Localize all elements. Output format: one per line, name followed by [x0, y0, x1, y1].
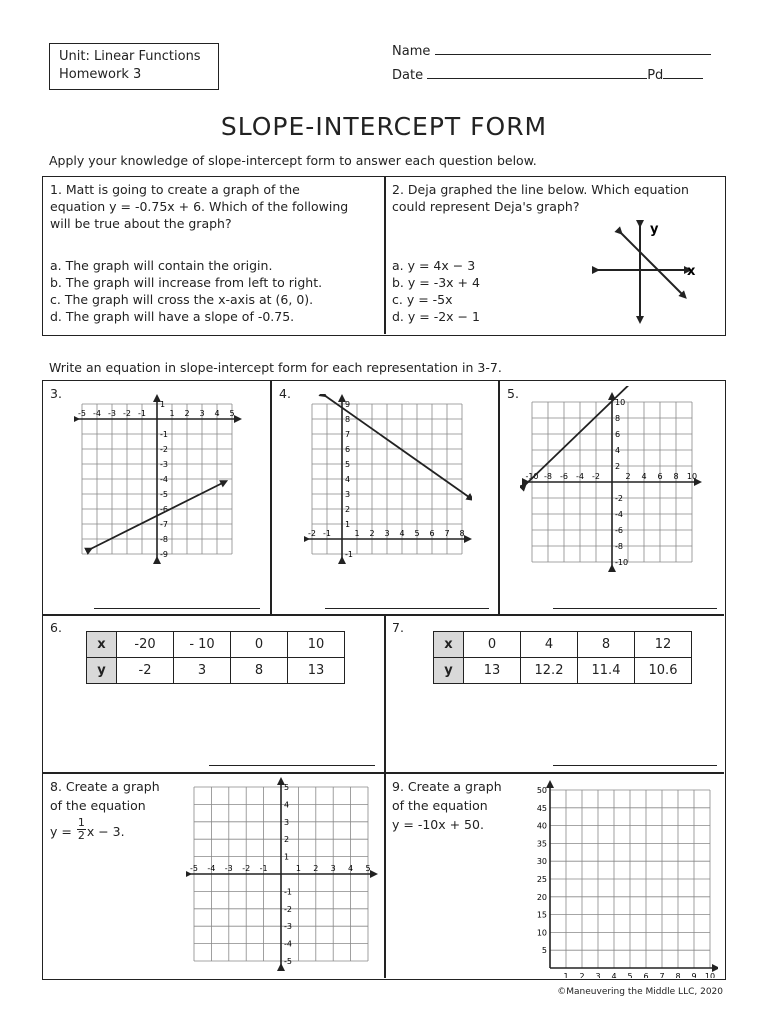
x-tick-label: 4	[611, 972, 617, 978]
q6-x-cell: -20	[117, 632, 174, 658]
q7-x-cell: 8	[578, 632, 635, 658]
x-tick-label: -1	[138, 409, 146, 418]
q5-answer-line[interactable]	[553, 607, 717, 609]
y-tick-label: 6	[345, 445, 351, 454]
q6-y-cell: 13	[288, 658, 345, 684]
y-tick-label: -6	[615, 526, 623, 535]
y-tick-label: 9	[345, 400, 351, 409]
q2-options	[392, 257, 480, 325]
divider	[43, 772, 724, 774]
q7-y-cell: 10.6	[635, 658, 692, 684]
q2-option-a[interactable]: a. y = 4x − 3	[392, 258, 476, 273]
x-tick-label: -10	[525, 472, 539, 481]
date-row	[392, 66, 703, 83]
y-tick-label: 30	[536, 857, 547, 867]
q7-y-label: y	[434, 658, 464, 684]
page-title: SLOPE-INTERCEPT FORM	[220, 112, 548, 141]
y-tick-label: 7	[345, 430, 351, 439]
y-tick-label: 5	[345, 460, 351, 469]
name-row	[392, 42, 711, 59]
q6-table	[86, 631, 345, 684]
y-tick-label: 10	[536, 928, 547, 938]
x-tick-label: -2	[242, 864, 251, 873]
y-tick-label: -3	[284, 922, 292, 932]
unit-label: Unit: Linear Functions	[59, 49, 201, 64]
y-tick-label: -2	[284, 904, 292, 914]
q7-x-label: x	[434, 632, 464, 658]
x-tick-label: -3	[108, 409, 116, 418]
y-tick-label: -6	[160, 505, 168, 514]
x-tick-label: -8	[544, 472, 552, 481]
y-tick-label: 1	[160, 400, 166, 409]
x-tick-label: -5	[190, 864, 198, 873]
q9-prompt-line: of the equation	[392, 798, 488, 813]
x-tick-label: -4	[207, 864, 216, 873]
y-tick-label: 35	[536, 839, 547, 849]
y-tick-label: 4	[345, 475, 351, 484]
q4-number: 4.	[279, 386, 291, 401]
x-tick-label: 4	[399, 529, 405, 538]
x-tick-label: 2	[625, 472, 631, 481]
q1-option-a[interactable]: a. The graph will contain the origin.	[50, 258, 273, 273]
x-tick-label: 5	[627, 972, 633, 978]
q9-prompt-line: 9. Create a graph	[392, 779, 502, 794]
y-tick-label: 1	[345, 520, 351, 529]
divider	[384, 614, 386, 978]
x-tick-label: 5	[414, 529, 420, 538]
q1-options	[50, 257, 322, 325]
x-tick-label: 8	[459, 529, 465, 538]
q6-x-cell: 10	[288, 632, 345, 658]
x-tick-label: 6	[657, 472, 663, 481]
q7-answer-line[interactable]	[553, 764, 717, 766]
y-tick-label: -7	[160, 520, 168, 529]
x-tick-label: 5	[229, 409, 235, 418]
y-tick-label: -9	[160, 550, 168, 559]
q1-option-c[interactable]: c. The graph will cross the x-axis at (6, 0).	[50, 292, 314, 307]
y-tick-label: 6	[615, 430, 621, 439]
q8-equation	[50, 817, 125, 847]
y-tick-label: -4	[615, 510, 623, 519]
x-tick-label: 8	[675, 972, 681, 978]
y-tick-label: -8	[160, 535, 168, 544]
q6-y-cell: -2	[117, 658, 174, 684]
x-tick-label: -4	[576, 472, 584, 481]
q7-table	[433, 631, 692, 684]
q8-eq-prefix: y =	[50, 824, 72, 839]
x-tick-label: 10	[704, 972, 716, 978]
x-tick-label: 3	[384, 529, 390, 538]
q2-x-label: x	[687, 264, 696, 279]
y-tick-label: 1	[284, 852, 290, 862]
y-tick-label: 5	[541, 946, 547, 956]
x-tick-label: 4	[348, 864, 354, 873]
q8-fraction	[77, 817, 86, 842]
y-tick-label: 3	[284, 817, 290, 827]
x-tick-label: 7	[444, 529, 450, 538]
x-tick-label: 1	[563, 972, 569, 978]
y-tick-label: 4	[615, 446, 621, 455]
q2-prompt	[392, 181, 689, 215]
q2-option-c[interactable]: c. y = -5x	[392, 292, 453, 307]
divider	[498, 381, 500, 615]
date-label: Date	[392, 68, 424, 83]
x-tick-label: 8	[673, 472, 679, 481]
y-tick-label: -2	[615, 494, 623, 503]
q7-y-cell: 13	[464, 658, 521, 684]
y-tick-label: 4	[284, 800, 290, 810]
q3-number: 3.	[50, 386, 62, 401]
q7-x-cell: 4	[521, 632, 578, 658]
q7-number: 7.	[392, 620, 404, 635]
x-tick-label: 2	[579, 972, 585, 978]
q6-x-label: x	[87, 632, 117, 658]
q7-x-cell: 0	[464, 632, 521, 658]
q6-y-cell: 8	[231, 658, 288, 684]
y-tick-label: -1	[345, 550, 353, 559]
q4-graph	[304, 394, 472, 572]
y-tick-label: -1	[284, 887, 292, 897]
y-tick-label: 10	[615, 398, 626, 407]
y-tick-label: -8	[615, 542, 623, 551]
x-tick-label: -2	[308, 529, 316, 538]
y-tick-label: 2	[284, 835, 290, 845]
q1-prompt-line: will be true about the graph?	[50, 216, 232, 231]
q1-prompt	[50, 181, 348, 232]
x-tick-label: -5	[78, 409, 86, 418]
x-tick-label: 9	[691, 972, 697, 978]
copyright: ©Maneuvering the Middle LLC, 2020	[557, 987, 723, 997]
q9-prompt-line: y = -10x + 50.	[392, 817, 484, 832]
q2-prompt-line: 2. Deja graphed the line below. Which equation	[392, 182, 689, 197]
q6-number: 6.	[50, 620, 62, 635]
x-tick-label: 10	[686, 472, 698, 481]
x-tick-label: 4	[641, 472, 647, 481]
y-tick-label: -3	[160, 460, 168, 469]
q2-option-d[interactable]: d. y = -2x − 1	[392, 309, 480, 324]
y-tick-label: -1	[160, 430, 168, 439]
y-tick-label: -4	[160, 475, 168, 484]
q6-x-cell: 0	[231, 632, 288, 658]
y-tick-label: 3	[345, 490, 351, 499]
q6-x-cell: - 10	[174, 632, 231, 658]
date-field[interactable]	[427, 66, 647, 79]
x-tick-label: 4	[214, 409, 220, 418]
divider	[384, 177, 386, 334]
x-tick-label: -1	[323, 529, 331, 538]
q8-prompt-line: 8. Create a graph	[50, 779, 160, 794]
y-tick-label: 8	[345, 415, 351, 424]
x-tick-label: 2	[184, 409, 190, 418]
x-tick-label: 5	[365, 864, 371, 873]
q7-y-cell: 11.4	[578, 658, 635, 684]
x-tick-label: -6	[560, 472, 568, 481]
y-tick-label: 5	[284, 783, 290, 792]
q1-prompt-line: 1. Matt is going to create a graph of the	[50, 182, 300, 197]
x-tick-label: 3	[595, 972, 601, 978]
q3-answer-line[interactable]	[94, 607, 260, 609]
x-tick-label: -2	[592, 472, 600, 481]
x-tick-label: -4	[93, 409, 101, 418]
q8-graph[interactable]	[186, 777, 378, 971]
unit-box	[49, 43, 219, 90]
x-tick-label: 1	[354, 529, 360, 538]
q2-graph	[590, 218, 700, 326]
q6-y-cell: 3	[174, 658, 231, 684]
y-tick-label: -5	[160, 490, 168, 499]
y-tick-label: -10	[615, 558, 629, 567]
x-tick-label: 3	[330, 864, 336, 873]
y-tick-label: 25	[536, 875, 547, 884]
q5-number: 5.	[507, 386, 519, 401]
q2-line	[620, 232, 684, 296]
q1-option-d[interactable]: d. The graph will have a slope of -0.75.	[50, 309, 295, 324]
x-tick-label: 3	[199, 409, 205, 418]
pd-field[interactable]	[663, 66, 703, 79]
q3-graph	[74, 394, 242, 572]
q5-graph	[520, 386, 706, 576]
instructions-2: Write an equation in slope-intercept form for each representation in 3-7.	[49, 360, 502, 375]
instructions-1: Apply your knowledge of slope-intercept form to answer each question below.	[49, 153, 537, 168]
y-tick-label: 50	[536, 786, 547, 795]
x-tick-label: -1	[259, 864, 268, 873]
q2-y-label: y	[650, 222, 659, 237]
q4-answer-line[interactable]	[325, 607, 489, 609]
y-tick-label: -5	[284, 957, 292, 966]
q2-prompt-line: could represent Deja's graph?	[392, 199, 580, 214]
x-tick-label: 1	[169, 409, 175, 418]
y-tick-label: -2	[160, 445, 168, 454]
x-tick-label: 1	[295, 864, 301, 873]
q6-answer-line[interactable]	[209, 764, 375, 766]
x-tick-label: 7	[659, 972, 665, 978]
q1-option-b[interactable]: b. The graph will increase from left to right.	[50, 275, 323, 290]
x-tick-label: 6	[643, 972, 649, 978]
y-tick-label: 2	[615, 462, 621, 471]
q2-option-b[interactable]: b. y = -3x + 4	[392, 275, 480, 290]
y-tick-label: 20	[536, 892, 547, 902]
q8-prompt-line: of the equation	[50, 798, 146, 813]
q8-frac-den: 2	[77, 829, 85, 842]
name-label: Name	[392, 44, 431, 59]
q8-eq-suffix: x − 3.	[86, 824, 125, 839]
q8-prompt	[50, 777, 160, 815]
q7-y-cell: 12.2	[521, 658, 578, 684]
homework-label: Homework 3	[59, 67, 142, 82]
name-field[interactable]	[435, 42, 711, 55]
y-tick-label: 8	[615, 414, 621, 423]
q9-graph[interactable]	[522, 780, 718, 978]
divider	[270, 381, 272, 615]
x-tick-label: 6	[429, 529, 435, 538]
x-tick-label: 2	[313, 864, 319, 873]
x-tick-label: -3	[224, 864, 233, 873]
q6-y-label: y	[87, 658, 117, 684]
x-tick-label: 2	[369, 529, 375, 538]
q1-prompt-line: equation y = -0.75x + 6. Which of the following	[50, 199, 349, 214]
y-tick-label: 45	[536, 803, 547, 813]
pd-label: Pd	[647, 68, 664, 83]
y-tick-label: 40	[536, 821, 547, 831]
y-tick-label: 2	[345, 505, 351, 514]
y-tick-label: 15	[536, 910, 547, 920]
q7-x-cell: 12	[635, 632, 692, 658]
x-tick-label: -2	[123, 409, 131, 418]
q9-prompt	[392, 777, 502, 834]
q8-frac-num: 1	[77, 816, 85, 829]
y-tick-label: -4	[284, 939, 292, 949]
